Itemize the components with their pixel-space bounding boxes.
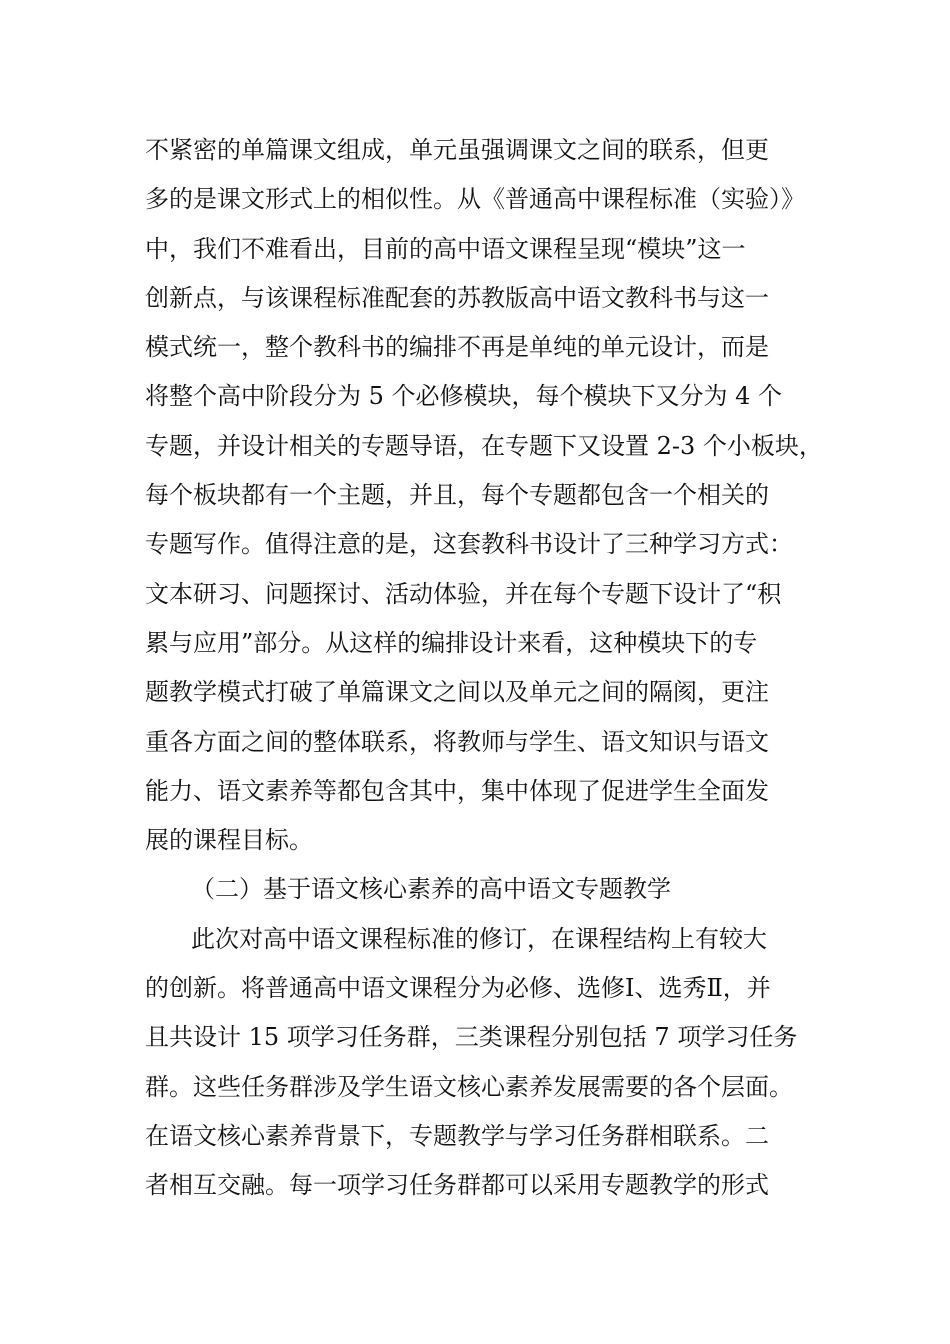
document-body (145, 126, 825, 1211)
paragraph-line: 重各方面之间的整体联系，将教师与学生、语文知识与语文 (145, 727, 769, 756)
paragraph-line: 文本研习、问题探讨、活动体验，并在每个专题下设计了“积 (145, 579, 782, 608)
paragraph-line: 将整个高中阶段分为 5 个必修模块，每个模块下又分为 4 个 (145, 382, 783, 411)
paragraph-line: 不紧密的单篇课文组成，单元虽强调课文之间的联系，但更 (145, 136, 769, 164)
paragraph-line: 能力、语文素养等都包含其中，集中体现了促进学生全面发 (145, 776, 769, 805)
paragraph-line: 模式统一，整个教科书的编排不再是单纯的单元设计，而是 (145, 333, 769, 362)
paragraph-line: 创新点，与该课程标准配套的苏教版高中语文教科书与这一 (145, 283, 769, 312)
paragraph-line: 群。这些任务群涉及学生语文核心素养发展需要的各个层面。 (145, 1072, 793, 1101)
paragraph-line: 累与应用”部分。从这样的编排设计来看，这种模块下的专 (145, 628, 758, 657)
paragraph-line: 展的课程目标。 (145, 826, 313, 855)
paragraph-line: 者相互交融。每一项学习任务群都可以采用专题教学的形式 (145, 1171, 769, 1200)
paragraph-line: 多的是课文形式上的相似性。从《普通高中课程标准（实验）》 (145, 185, 805, 214)
paragraph-line: 题教学模式打破了单篇课文之间以及单元之间的隔阂，更注 (145, 678, 769, 707)
paragraph-line: 此次对高中语文课程标准的修订，在课程结构上有较大 (191, 924, 767, 953)
section-heading: （二）基于语文核心素养的高中语文专题教学 (191, 875, 671, 904)
paragraph-line: 每个板块都有一个主题，并且，每个专题都包含一个相关的 (145, 481, 769, 510)
paragraph-line: 且共设计 15 项学习任务群，三类课程分别包括 7 项学习任务 (145, 1023, 798, 1052)
paragraph-line: 专题写作。值得注意的是，这套教科书设计了三种学习方式： (145, 530, 793, 559)
paragraph-line: 中，我们不难看出，目前的高中语文课程呈现“模块”这一 (145, 234, 746, 263)
paragraph-line: 的创新。将普通高中语文课程分为必修、选修Ⅰ、选秀Ⅱ，并 (145, 974, 771, 1003)
paragraph-line: 专题，并设计相关的专题导语，在专题下又设置 2-3 个小板块， (145, 431, 823, 460)
paragraph-line: 在语文核心素养背景下，专题教学与学习任务群相联系。二 (145, 1121, 769, 1150)
